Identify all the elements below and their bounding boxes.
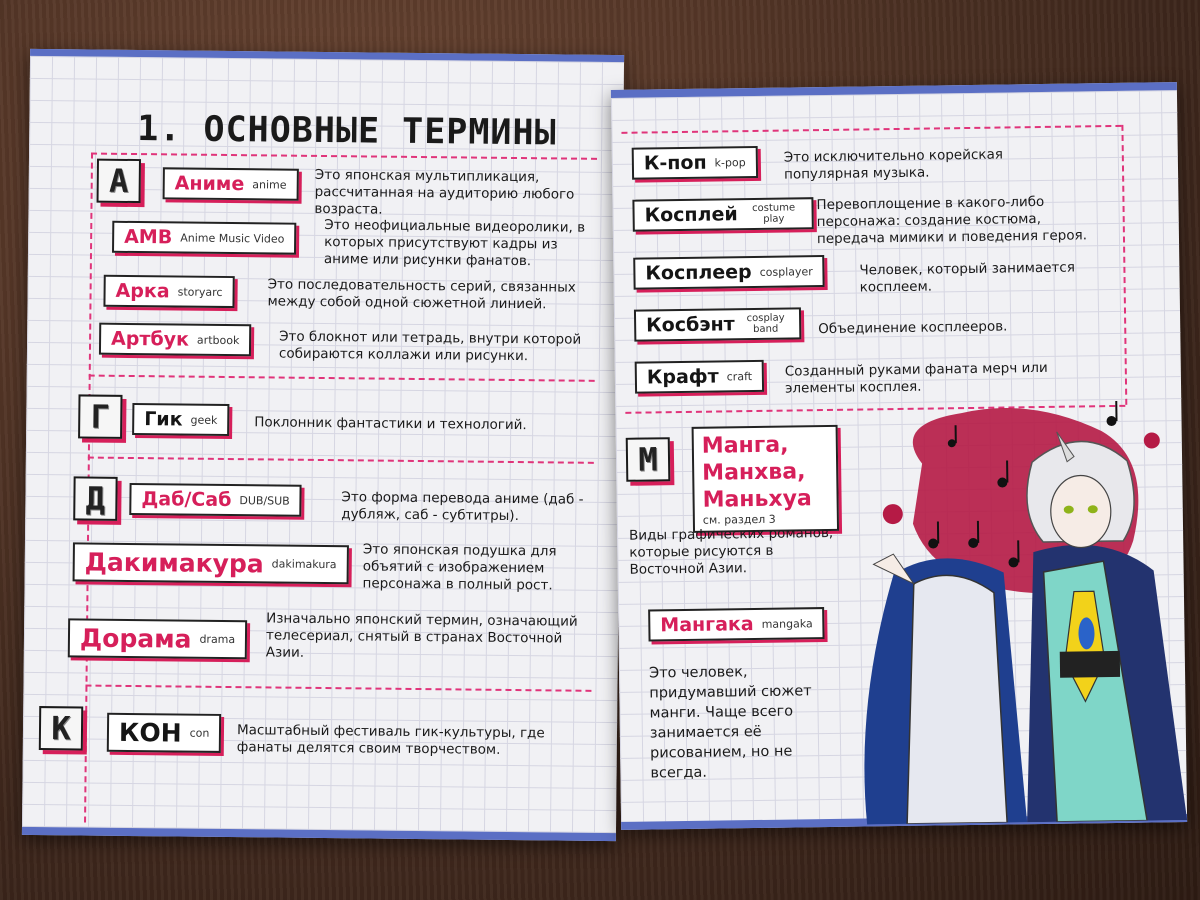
- term-word: Аниме: [174, 172, 245, 196]
- term-description: Это японская подушка для объятий с изображением персонажа в полный рост.: [362, 541, 557, 594]
- section-letter-m: М: [626, 437, 671, 482]
- term-arka: [103, 275, 234, 308]
- term-manga: [692, 425, 839, 533]
- term-word: Крафт: [646, 365, 719, 389]
- term-description: Человек, который занимается косплеем.: [859, 259, 1075, 296]
- term-gik: [132, 403, 230, 436]
- term-translation: cosplayer: [759, 264, 813, 279]
- divider: [91, 153, 597, 160]
- term-dakimakura: [73, 542, 349, 584]
- term-description: Перевоплощение в какого-либо персонажа: создание костюма, передача мимики и поведения героя.: [816, 193, 1088, 248]
- term-note: см. раздел 3: [702, 512, 776, 527]
- page-title: 1. ОСНОВНЫЕ ТЕРМИНЫ: [137, 109, 557, 154]
- term-dabsab: [129, 483, 302, 517]
- term-translation: anime: [252, 177, 287, 192]
- term-word: Гик: [144, 408, 183, 431]
- term-word: Арка: [115, 279, 170, 303]
- term-word: К-поп: [643, 151, 707, 175]
- term-word: Мангака: [660, 613, 754, 637]
- anime-character-illustration: [851, 400, 1187, 825]
- term-word: Даб/Саб: [141, 488, 232, 512]
- term-kpop: [632, 146, 758, 180]
- section-letter-a: А: [97, 159, 141, 203]
- term-description: Виды графических романов, которые рисуются в Восточной Азии.: [628, 524, 834, 578]
- term-description: Это японская мультипликация, рассчитанная на аудиторию любого возраста.: [314, 166, 575, 218]
- term-word: Косплеер: [645, 261, 752, 285]
- term-translation: drama: [199, 632, 236, 647]
- term-translation: artbook: [196, 333, 240, 347]
- term-mangaka: [648, 607, 825, 641]
- divider: [1121, 125, 1127, 405]
- term-kosplei: [632, 197, 814, 232]
- term-description: Изначально японский термин, означающий телесериал, снятый в странах Восточной Азии.: [265, 610, 578, 661]
- term-translation: cosplay band: [746, 312, 785, 336]
- term-description: Это неофициальные видеоролики, в которых присутствуют кадры из аниме или рисунки фанатов.: [323, 217, 586, 270]
- term-anime: [163, 167, 299, 200]
- term-kospleer: [633, 255, 825, 290]
- term-dorama: [68, 618, 248, 659]
- term-translation: k-pop: [714, 155, 746, 170]
- term-word: Артбук: [110, 327, 190, 351]
- term-word: Дакимакура: [84, 547, 264, 579]
- term-word: Косплей: [644, 203, 738, 227]
- term-word: Дорама: [79, 623, 192, 654]
- term-description: Это форма перевода аниме (даб - дубляж, саб - субтитры).: [341, 489, 584, 525]
- term-translation: dakimakura: [271, 557, 337, 572]
- term-description: Созданный руками фаната мерч или элементы косплея.: [784, 359, 1048, 397]
- term-translation: costume play: [752, 202, 796, 225]
- section-letter-g: Г: [78, 394, 122, 438]
- term-description: Объединение косплееров.: [818, 318, 1008, 338]
- term-translation: storyarc: [177, 284, 223, 299]
- right-page: [611, 82, 1187, 830]
- left-page: [22, 49, 624, 841]
- term-translation: mangaka: [761, 616, 813, 631]
- term-description: Это человек, придумавший сюжет манги. Чаще всего занимается её рисованием, но не всегда.: [648, 664, 812, 782]
- term-translation: Anime Music Video: [180, 230, 285, 246]
- term-translation: DUB/SUB: [239, 493, 290, 508]
- term-word: AMB: [124, 225, 173, 249]
- term-description: Масштабный фестиваль гик-культуры, где фанаты делятся своим творчеством.: [236, 722, 545, 758]
- term-kon: [107, 713, 222, 753]
- term-word: КОН: [118, 717, 182, 748]
- term-amb: [112, 221, 297, 255]
- term-kraft: [635, 360, 765, 394]
- term-kosbent: [634, 307, 801, 341]
- term-word: Манга, Манхва, Маньхуа: [701, 432, 812, 513]
- term-translation: con: [189, 726, 210, 740]
- divider: [89, 375, 595, 382]
- term-description: Это блокнот или тетрадь, внутри которой собираются коллажи или рисунки.: [278, 328, 582, 365]
- divider: [88, 457, 594, 464]
- section-letter-k: К: [39, 706, 83, 750]
- term-translation: craft: [726, 369, 753, 383]
- divider: [85, 685, 591, 692]
- divider: [621, 125, 1121, 134]
- term-word: Косбэнт: [645, 313, 735, 337]
- term-description: Поклонник фантастики и технологий.: [254, 414, 527, 434]
- term-translation: geek: [190, 413, 218, 427]
- section-letter-d: Д: [73, 476, 117, 520]
- term-description: Это последовательность серий, связанных между собой одной сюжетной линией.: [267, 276, 576, 313]
- term-description: Это исключительно корейская популярная музыка.: [783, 146, 1004, 183]
- term-artbook: [99, 323, 252, 357]
